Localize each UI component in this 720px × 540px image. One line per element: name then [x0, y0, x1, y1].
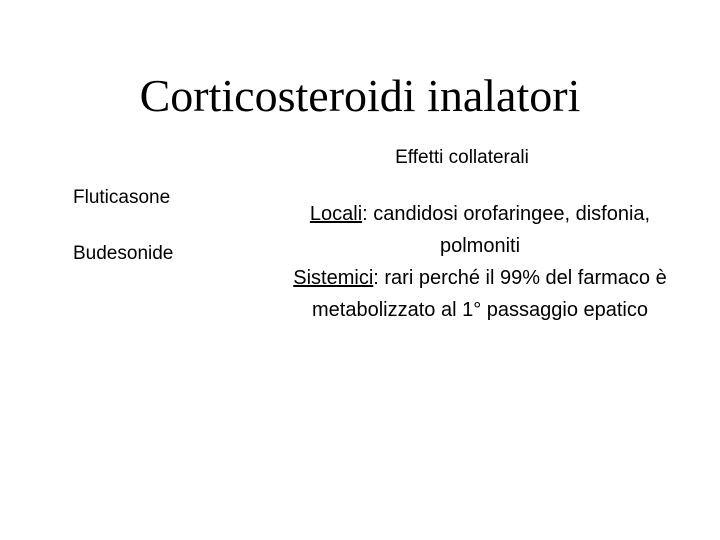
drug-item-budesonide: Budesonide — [73, 243, 174, 264]
local-effects-label: Locali — [309, 203, 363, 225]
systemic-effects-text: : rari perché il 99% del farmaco è — [373, 267, 667, 289]
systemic-effects-label: Sistemici — [293, 267, 374, 289]
local-effects-line — [250, 198, 710, 230]
systemic-effects-line-2: metabolizzato al 1° passaggio epatico — [312, 299, 648, 321]
slide-subtitle: Effetti collaterali — [395, 147, 529, 168]
slide-title: Corticosteroidi inalatori — [139, 70, 581, 121]
local-effects-text: : candidosi orofaringee, disfonia, — [362, 203, 651, 225]
side-effects-text — [250, 198, 710, 326]
systemic-effects-line — [250, 262, 710, 294]
local-effects-line-2: polmoniti — [439, 235, 521, 257]
drug-item-fluticasone: Fluticasone — [73, 187, 171, 208]
